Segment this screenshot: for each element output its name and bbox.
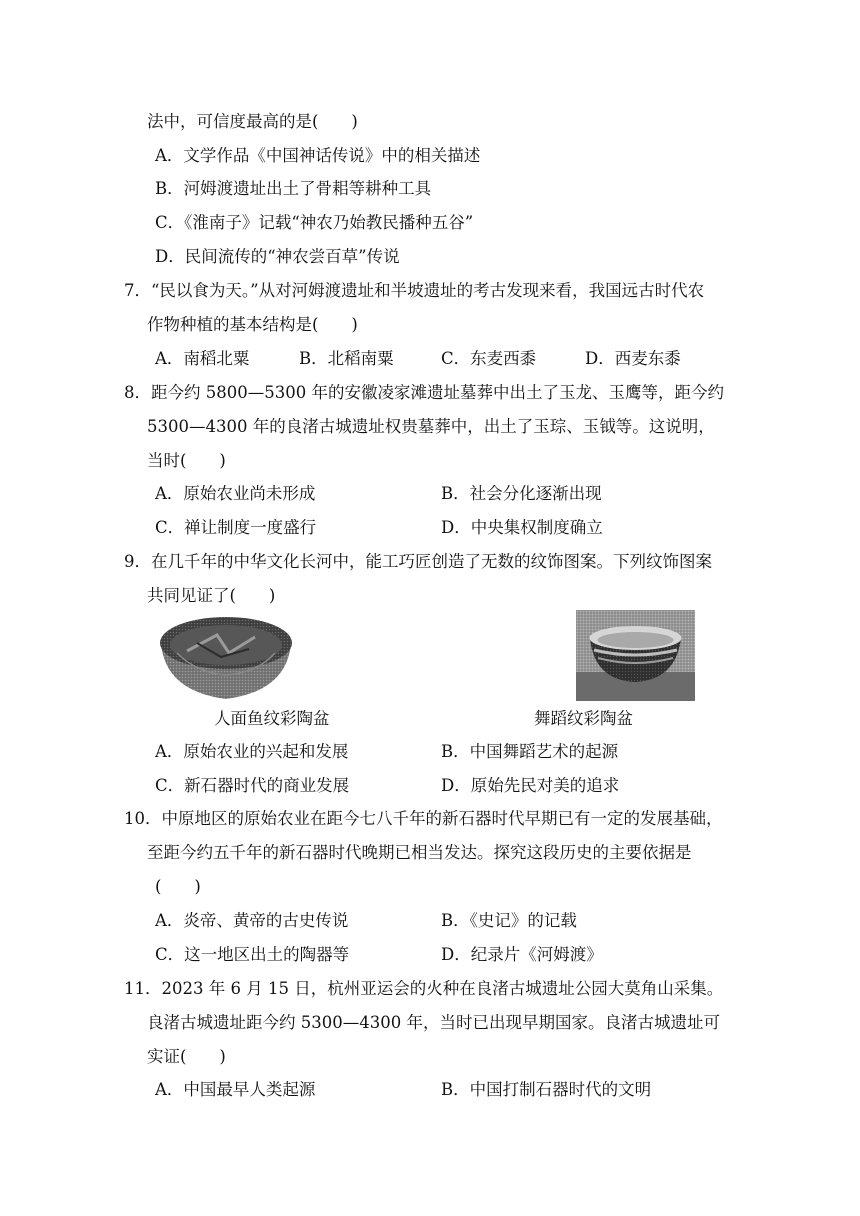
q11-stem-line1: 11．2023 年 6 月 15 日，杭州亚运会的火种在良渚古城遗址公园大莫角山采集。	[124, 979, 724, 998]
q6-option-a: A．文学作品《中国神话传说》中的相关描述	[155, 146, 481, 165]
q8-stem-line1: 8．距今约 5800—5300 年的安徽凌家滩遗址墓葬中出土了玉龙、玉鹰等，距今约	[124, 383, 724, 402]
q8-option-d: D．中央集权制度确立	[441, 518, 603, 537]
q10-option-b: B．《史记》的记载	[441, 911, 577, 930]
q9-stem-line1: 9．在几千年的中华文化长河中，能工巧匠创造了无数的纹饰图案。下列纹饰图案	[124, 552, 712, 571]
q8-option-c: C．禅让制度一度盛行	[155, 518, 317, 537]
q7-option-b: B．北稻南粟	[299, 349, 394, 368]
dance-pattern-pottery-basin-image	[576, 610, 695, 701]
fish-face-pottery-caption: 人面鱼纹彩陶盆	[214, 709, 330, 728]
q11-option-b: B．中国打制石器时代的文明	[441, 1080, 652, 1099]
q7-option-c: C．东麦西黍	[441, 349, 537, 368]
q6-option-d: D．民间流传的“神农尝百草”传说	[155, 247, 400, 266]
q9-option-b: B．中国舞蹈艺术的起源	[441, 742, 619, 761]
fish-face-pottery-basin-image	[157, 613, 295, 701]
dance-pottery-caption: 舞蹈纹彩陶盆	[534, 709, 633, 728]
q10-stem-line1: 10．中原地区的原始农业在距今七八千年的新石器时代早期已有一定的发展基础，	[124, 809, 723, 828]
q7-stem-line2: 作物种植的基本结构是( )	[147, 315, 358, 334]
q9-stem-line2: 共同见证了( )	[147, 586, 276, 605]
q9-option-d: D．原始先民对美的追求	[441, 776, 620, 795]
q10-option-a: A．炎帝、黄帝的古史传说	[155, 911, 349, 930]
q8-stem-line3: 当时( )	[147, 451, 226, 470]
q8-option-b: B．社会分化逐渐出现	[441, 484, 602, 503]
q6-option-b: B．河姆渡遗址出土了骨耜等耕种工具	[155, 179, 432, 198]
q10-stem-line2: 至距今约五千年的新石器时代晚期已相当发达。探究这段历史的主要依据是	[147, 843, 692, 862]
q9-option-c: C．新石器时代的商业发展	[155, 776, 350, 795]
q8-option-a: A．原始农业尚未形成	[155, 484, 316, 503]
q6-option-c: C．《淮南子》记载“神农乃始教民播种五谷”	[155, 213, 474, 232]
q7-stem-line1: 7．“民以食为天。”从对河姆渡遗址和半坡遗址的考古发现来看，我国远古时代农	[124, 281, 705, 300]
q11-option-a: A．中国最早人类起源	[155, 1080, 316, 1099]
q8-stem-line2: 5300—4300 年的良渚古城遗址权贵墓葬中，出土了玉琮、玉钺等。这说明，	[147, 417, 715, 436]
q7-option-a: A．南稻北粟	[155, 349, 250, 368]
q10-option-c: C．这一地区出土的陶器等	[155, 945, 350, 964]
q9-option-a: A．原始农业的兴起和发展	[155, 742, 349, 761]
q6-stem: 法中，可信度最高的是( )	[147, 112, 358, 131]
q11-stem-line2: 良渚古城遗址距今约 5300—4300 年，当时已出现早期国家。良渚古城遗址可	[147, 1013, 720, 1032]
q10-stem-line3: ( )	[155, 877, 201, 896]
q7-option-d: D．西麦东黍	[585, 349, 681, 368]
q10-option-d: D．纪录片《河姆渡》	[441, 945, 603, 964]
q11-stem-line3: 实证( )	[147, 1047, 226, 1066]
